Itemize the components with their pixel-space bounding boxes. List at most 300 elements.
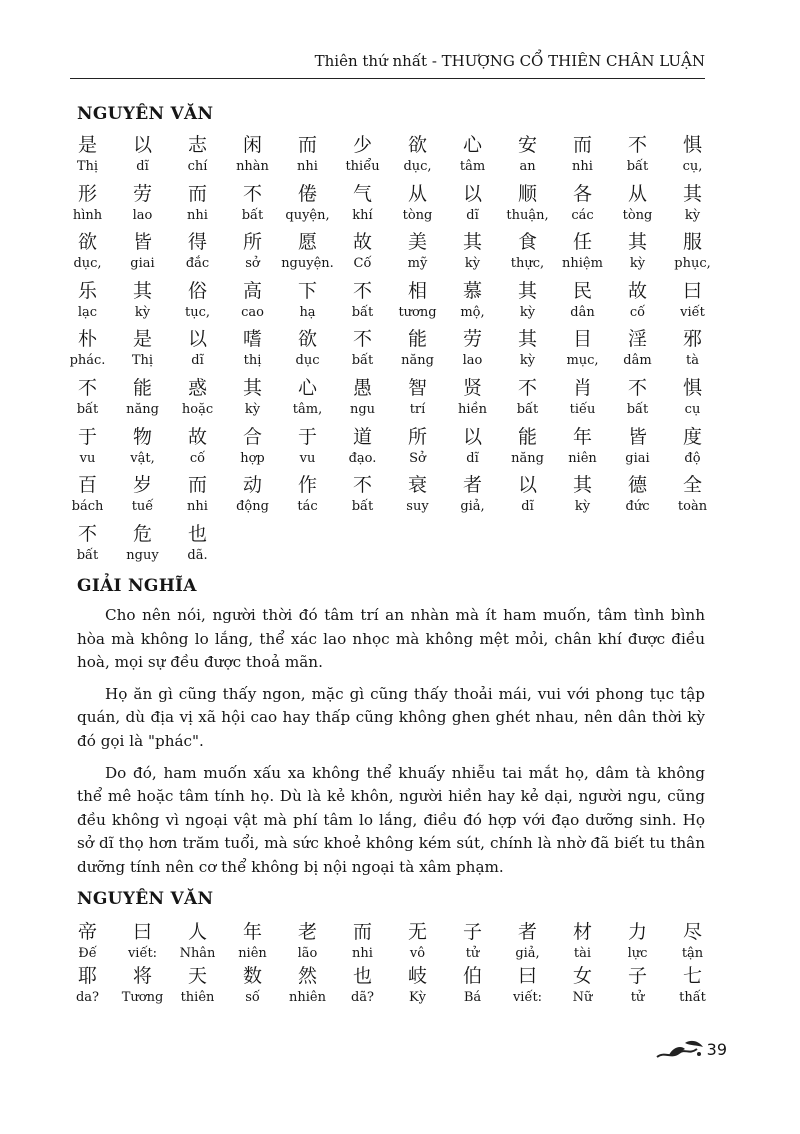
han-character: 食 — [517, 231, 537, 254]
text-row — [60, 474, 720, 523]
sino-vietnamese-reading: bất — [241, 207, 264, 223]
sino-vietnamese-reading: dục — [295, 353, 320, 369]
glyph-pair — [610, 965, 665, 1007]
han-character: 智 — [407, 376, 427, 399]
text-row — [60, 426, 720, 475]
glyph-pair — [665, 474, 720, 516]
sino-vietnamese-reading: lực — [627, 946, 648, 961]
han-character: 乐 — [77, 279, 97, 302]
glyph-pair — [170, 134, 225, 176]
sino-vietnamese-reading: Tương — [121, 990, 164, 1005]
sino-vietnamese-reading: thuận, — [506, 207, 549, 223]
text-row — [60, 183, 720, 232]
glyph-pair — [665, 134, 720, 176]
glyph-pair — [280, 377, 335, 419]
glyph-pair — [170, 231, 225, 273]
sino-vietnamese-reading: đắc — [185, 256, 210, 272]
glyph-pair — [665, 965, 720, 1007]
han-character: 年 — [242, 921, 262, 943]
glyph-pair — [555, 921, 610, 963]
sino-vietnamese-reading: kỳ — [244, 401, 261, 417]
han-character: 任 — [572, 231, 592, 254]
glyph-pair — [390, 377, 445, 419]
sino-vietnamese-reading: vô — [409, 946, 426, 961]
han-character: 各 — [572, 182, 592, 205]
sino-vietnamese-reading: vật, — [130, 450, 155, 466]
han-character: 顺 — [517, 182, 537, 205]
sino-vietnamese-reading: nhi — [187, 207, 208, 223]
sino-vietnamese-reading: kỳ — [464, 256, 481, 272]
glyph-pair — [225, 134, 280, 176]
han-character: 不 — [627, 376, 647, 399]
glyph-pair — [445, 280, 500, 322]
glyph-pair — [60, 231, 115, 273]
sino-vietnamese-reading: giai — [130, 256, 155, 272]
glyph-pair — [115, 921, 170, 963]
sino-vietnamese-reading: dĩ — [466, 207, 479, 223]
sino-vietnamese-reading: Nữ — [572, 990, 593, 1005]
han-character: 相 — [407, 279, 427, 302]
han-character: 从 — [627, 182, 647, 205]
sino-vietnamese-reading: thất — [679, 990, 706, 1005]
han-character: 百 — [77, 474, 97, 497]
glyph-pair — [115, 523, 170, 565]
han-character: 伯 — [462, 965, 482, 987]
glyph-pair — [170, 328, 225, 370]
sino-vietnamese-reading: an — [519, 159, 536, 174]
glyph-pair — [555, 965, 610, 1007]
han-character: 动 — [242, 474, 262, 497]
section-title-giai-nghia: GIẢI NGHĨA — [77, 576, 197, 596]
sino-vietnamese-reading: tiếu — [569, 401, 596, 417]
sino-vietnamese-reading: hạ — [299, 304, 316, 320]
han-character: 年 — [572, 425, 592, 448]
glyph-pair — [280, 183, 335, 225]
sino-vietnamese-reading: giả, — [515, 946, 540, 961]
explanation-paragraph: Do đó, ham muốn xấu xa không thể khuấy nhiễu tai mắt họ, dâm tà không thể mê hoặc tâm tính họ. Dù là kẻ khôn, người hiền hay kẻ dại, người ngu, cũng đều không vì ngoại vật mà phí tâm lo lắng, điều đó hợp với đạo dưỡng sinh. Họ sở dĩ thọ hơn trăm tuổi, mà sức khoẻ không kém sút, chính là nhờ đã biết tu thân dưỡng tính nên cơ thể không bị nội ngoại tà xâm phạm. — [77, 763, 705, 876]
sino-vietnamese-reading: năng — [126, 401, 159, 417]
glyph-pair — [390, 921, 445, 963]
explanation-paragraph: Họ ăn gì cũng thấy ngon, mặc gì cũng thấy thoải mái, vui với phong tục tập quán, dù địa vị xã hội cao hay thấp cũng không ghen ghét nhau, nên dân thời kỳ đó gọi là "phác". — [77, 684, 705, 750]
han-character: 于 — [77, 425, 97, 448]
sino-vietnamese-reading: vu — [79, 450, 96, 466]
sino-vietnamese-reading: kỳ — [574, 499, 591, 515]
han-character: 曰 — [682, 279, 702, 302]
sino-vietnamese-reading: dục, — [73, 256, 102, 272]
sino-vietnamese-reading: kỳ — [629, 256, 646, 272]
han-character: 形 — [77, 182, 97, 205]
han-character: 故 — [187, 425, 207, 448]
sino-vietnamese-reading: các — [571, 207, 594, 223]
glyph-pair — [555, 328, 610, 370]
sino-vietnamese-reading: niên — [238, 946, 267, 961]
han-character: 者 — [517, 921, 537, 943]
han-character: 而 — [187, 182, 207, 205]
sino-vietnamese-reading: nhi — [297, 159, 318, 174]
sino-vietnamese-reading: động — [236, 499, 269, 515]
sino-vietnamese-reading: Đế — [78, 946, 97, 961]
glyph-pair — [225, 921, 280, 963]
sino-vietnamese-reading: tác — [297, 499, 318, 515]
glyph-pair — [170, 280, 225, 322]
sino-vietnamese-reading: cao — [241, 304, 264, 320]
glyph-pair — [445, 183, 500, 225]
glyph-pair — [60, 426, 115, 468]
glyph-pair — [335, 426, 390, 468]
han-character: 危 — [132, 522, 152, 545]
han-character: 其 — [132, 279, 152, 302]
glyph-pair — [445, 474, 500, 516]
glyph-pair — [60, 377, 115, 419]
han-character: 子 — [462, 921, 482, 943]
han-character: 耶 — [77, 965, 97, 987]
glyph-pair — [500, 921, 555, 963]
sino-vietnamese-reading: khí — [352, 207, 373, 223]
glyph-pair — [170, 377, 225, 419]
han-character: 欲 — [297, 328, 317, 351]
han-character: 倦 — [297, 182, 317, 205]
glyph-pair — [60, 523, 115, 565]
glyph-pair — [335, 231, 390, 273]
glyph-pair — [225, 183, 280, 225]
glyph-pair — [555, 134, 610, 176]
han-character: 将 — [132, 965, 152, 987]
han-character: 皆 — [627, 425, 647, 448]
sino-vietnamese-reading: dục, — [403, 159, 432, 174]
han-character: 能 — [407, 328, 427, 351]
han-character: 劳 — [462, 328, 482, 351]
glyph-pair — [115, 965, 170, 1007]
han-character: 不 — [77, 522, 97, 545]
glyph-pair — [60, 965, 115, 1007]
han-character: 于 — [297, 425, 317, 448]
han-character: 目 — [572, 328, 592, 351]
han-character: 惧 — [682, 376, 702, 399]
han-character: 劳 — [132, 182, 152, 205]
han-character: 德 — [627, 474, 647, 497]
glyph-pair — [280, 328, 335, 370]
glyph-pair — [665, 426, 720, 468]
han-character: 是 — [77, 134, 97, 156]
sino-vietnamese-reading: tâm — [459, 159, 486, 174]
han-character: 人 — [187, 921, 207, 943]
glyph-pair — [555, 280, 610, 322]
han-character: 也 — [187, 522, 207, 545]
han-character: 惧 — [682, 134, 702, 156]
glyph-pair — [610, 231, 665, 273]
glyph-pair — [390, 965, 445, 1007]
han-character: 而 — [352, 921, 372, 943]
glyph-pair — [610, 921, 665, 963]
sino-vietnamese-reading: hình — [72, 207, 103, 223]
glyph-pair — [115, 328, 170, 370]
glyph-pair — [335, 921, 390, 963]
sino-vietnamese-reading: giả, — [460, 499, 485, 515]
glyph-pair — [500, 328, 555, 370]
glyph-pair — [610, 134, 665, 176]
sino-vietnamese-reading: cố — [629, 304, 646, 320]
sino-vietnamese-reading: kỳ — [519, 304, 536, 320]
han-character: 其 — [462, 231, 482, 254]
sino-vietnamese-reading: bất — [76, 401, 99, 417]
text-row — [60, 280, 720, 329]
han-character: 从 — [407, 182, 427, 205]
han-character: 力 — [627, 921, 647, 943]
glyph-pair — [390, 183, 445, 225]
han-character: 以 — [462, 182, 482, 205]
han-character: 帝 — [77, 921, 97, 943]
glyph-pair — [390, 280, 445, 322]
han-character: 所 — [242, 231, 262, 254]
sino-vietnamese-reading: bất — [351, 304, 374, 320]
sino-vietnamese-reading: lạc — [77, 304, 98, 320]
sino-vietnamese-reading: tà — [686, 353, 699, 369]
glyph-pair — [280, 280, 335, 322]
sino-vietnamese-reading: sở — [245, 256, 260, 272]
han-character: 能 — [517, 425, 537, 448]
glyph-pair — [225, 280, 280, 322]
glyph-pair — [665, 280, 720, 322]
sino-vietnamese-reading: nhiên — [289, 990, 326, 1005]
glyph-pair — [335, 474, 390, 516]
glyph-pair — [280, 921, 335, 963]
sino-vietnamese-reading: năng — [511, 450, 544, 466]
sino-vietnamese-reading: mộ, — [460, 304, 485, 320]
han-character: 不 — [77, 376, 97, 399]
han-character: 其 — [627, 231, 647, 254]
glyph-pair — [170, 474, 225, 516]
sino-vietnamese-reading: tử — [630, 990, 645, 1005]
sino-vietnamese-reading: giai — [625, 450, 650, 466]
glyph-pair — [390, 474, 445, 516]
han-character: 欲 — [77, 231, 97, 254]
sino-vietnamese-reading: thiên — [180, 990, 215, 1005]
glyph-pair — [60, 921, 115, 963]
text-row — [60, 965, 720, 1009]
han-character: 合 — [242, 425, 262, 448]
han-character: 不 — [352, 474, 372, 497]
running-header — [70, 48, 705, 79]
explanation-paragraph: Cho nên nói, người thời đó tâm trí an nhàn mà ít ham muốn, tâm tình bình hòa mà không lo lắng, thể xác lao nhọc mà không mệt mỏi, chân khí được điều hoà, mọi sự đều được thoả mãn. — [77, 606, 705, 672]
han-character: 气 — [352, 182, 372, 205]
han-character: 无 — [407, 921, 427, 943]
glyph-pair — [60, 183, 115, 225]
han-character: 不 — [352, 279, 372, 302]
ornament-icon — [655, 1037, 707, 1063]
text-row — [60, 134, 720, 183]
section-title-nguyen-van-2: NGUYÊN VĂN — [77, 889, 214, 909]
han-character: 愚 — [352, 376, 372, 399]
han-character: 安 — [517, 134, 537, 156]
han-character: 材 — [572, 921, 592, 943]
sino-vietnamese-reading: thực, — [510, 256, 545, 272]
han-character: 岐 — [407, 965, 427, 987]
han-character: 志 — [187, 134, 207, 156]
glyph-pair — [115, 231, 170, 273]
glyph-pair — [225, 965, 280, 1007]
page-number: 39 — [706, 1040, 727, 1059]
han-character: 然 — [297, 965, 317, 987]
sino-vietnamese-reading: nguyện. — [281, 256, 334, 272]
sino-vietnamese-reading: phác. — [69, 353, 106, 369]
sino-vietnamese-reading: dĩ — [191, 353, 204, 369]
text-row — [60, 377, 720, 426]
glyph-pair — [390, 426, 445, 468]
glyph-pair — [555, 377, 610, 419]
sino-vietnamese-reading: thiểu — [345, 159, 380, 174]
glyph-pair — [610, 377, 665, 419]
sino-vietnamese-reading: đạo. — [348, 450, 377, 466]
glyph-pair — [500, 280, 555, 322]
running-title: Thiên thứ nhất - THƯỢNG CỔ THIÊN CHÂN LUẬN — [314, 52, 705, 70]
sino-vietnamese-reading: năng — [401, 353, 434, 369]
han-character: 俗 — [187, 279, 207, 302]
han-character: 惑 — [187, 376, 207, 399]
han-character: 不 — [517, 376, 537, 399]
han-character: 其 — [572, 474, 592, 497]
han-character: 而 — [187, 474, 207, 497]
glyph-pair — [170, 426, 225, 468]
han-character: 少 — [352, 134, 372, 156]
sino-vietnamese-reading: nhi — [572, 159, 593, 174]
sino-vietnamese-reading: viết: — [512, 990, 543, 1005]
sino-vietnamese-reading: vu — [299, 450, 316, 466]
sino-vietnamese-reading: viết — [680, 304, 705, 320]
han-character: 老 — [297, 921, 317, 943]
glyph-pair — [390, 134, 445, 176]
glyph-pair — [610, 280, 665, 322]
glyph-pair — [60, 280, 115, 322]
sino-vietnamese-reading: nhàn — [236, 159, 269, 174]
han-character: 淫 — [627, 328, 647, 351]
sino-vietnamese-reading: số — [245, 990, 260, 1005]
sino-vietnamese-reading: Thị — [76, 159, 99, 174]
glyph-pair — [170, 921, 225, 963]
han-character: 不 — [352, 328, 372, 351]
original-text-grid-2 — [60, 921, 720, 1009]
sino-vietnamese-reading: dĩ — [136, 159, 149, 174]
glyph-pair — [500, 231, 555, 273]
sino-vietnamese-reading: suy — [406, 499, 429, 515]
glyph-pair — [500, 426, 555, 468]
glyph-pair — [665, 231, 720, 273]
glyph-pair — [555, 183, 610, 225]
sino-vietnamese-reading: dâm — [623, 353, 652, 369]
glyph-pair — [335, 280, 390, 322]
sino-vietnamese-reading: dĩ — [521, 499, 534, 515]
sino-vietnamese-reading: hiền — [458, 401, 487, 417]
sino-vietnamese-reading: thị — [243, 353, 262, 369]
glyph-pair — [555, 231, 610, 273]
glyph-pair — [115, 183, 170, 225]
han-character: 不 — [242, 182, 262, 205]
han-character: 其 — [517, 279, 537, 302]
glyph-pair — [445, 965, 500, 1007]
han-character: 愿 — [297, 231, 317, 254]
han-character: 故 — [352, 231, 372, 254]
glyph-pair — [335, 328, 390, 370]
sino-vietnamese-reading: bất — [516, 401, 539, 417]
sino-vietnamese-reading: dân — [570, 304, 595, 320]
sino-vietnamese-reading: Bá — [463, 990, 482, 1005]
han-character: 者 — [462, 474, 482, 497]
glyph-pair — [500, 134, 555, 176]
sino-vietnamese-reading: hợp — [240, 450, 265, 466]
han-character: 欲 — [407, 134, 427, 156]
han-character: 物 — [132, 425, 152, 448]
han-character: 闲 — [242, 134, 262, 156]
original-text-grid-1 — [60, 134, 720, 571]
glyph-pair — [280, 965, 335, 1007]
han-character: 贤 — [462, 376, 482, 399]
glyph-pair — [115, 280, 170, 322]
han-character: 高 — [242, 279, 262, 302]
han-character: 衰 — [407, 474, 427, 497]
page-footer — [655, 1037, 727, 1067]
text-row — [60, 231, 720, 280]
sino-vietnamese-reading: nhiệm — [562, 256, 603, 272]
glyph-pair — [170, 183, 225, 225]
sino-vietnamese-reading: lao — [132, 207, 153, 223]
explanation-text — [77, 604, 705, 888]
han-character: 其 — [242, 376, 262, 399]
han-character: 服 — [682, 231, 702, 254]
sino-vietnamese-reading: lao — [462, 353, 483, 369]
glyph-pair — [555, 426, 610, 468]
han-character: 也 — [352, 965, 372, 987]
sino-vietnamese-reading: trí — [409, 401, 426, 417]
sino-vietnamese-reading: nhi — [187, 499, 208, 515]
han-character: 能 — [132, 376, 152, 399]
han-character: 道 — [352, 425, 372, 448]
section-title-nguyen-van-1: NGUYÊN VĂN — [77, 104, 214, 124]
han-character: 是 — [132, 328, 152, 351]
sino-vietnamese-reading: bất — [351, 499, 374, 515]
han-character: 以 — [187, 328, 207, 351]
sino-vietnamese-reading: phục, — [674, 256, 711, 272]
glyph-pair — [60, 474, 115, 516]
han-character: 以 — [462, 425, 482, 448]
text-row — [60, 523, 720, 572]
glyph-pair — [445, 377, 500, 419]
sino-vietnamese-reading: nguy — [126, 547, 159, 563]
sino-vietnamese-reading: bất — [626, 159, 649, 174]
glyph-pair — [610, 474, 665, 516]
han-character: 所 — [407, 425, 427, 448]
sino-vietnamese-reading: Cố — [353, 256, 372, 272]
sino-vietnamese-reading: tòng — [622, 207, 653, 223]
sino-vietnamese-reading: mỹ — [407, 256, 428, 272]
glyph-pair — [500, 183, 555, 225]
sino-vietnamese-reading: độ — [684, 450, 701, 466]
sino-vietnamese-reading: bách — [71, 499, 104, 515]
han-character: 不 — [627, 134, 647, 156]
han-character: 度 — [682, 425, 702, 448]
han-character: 故 — [627, 279, 647, 302]
glyph-pair — [665, 377, 720, 419]
glyph-pair — [555, 474, 610, 516]
glyph-pair — [665, 921, 720, 963]
han-character: 心 — [297, 376, 317, 399]
sino-vietnamese-reading: niên — [568, 450, 597, 466]
glyph-pair — [445, 231, 500, 273]
sino-vietnamese-reading: bất — [76, 547, 99, 563]
glyph-pair — [445, 921, 500, 963]
glyph-pair — [170, 965, 225, 1007]
glyph-pair — [280, 134, 335, 176]
han-character: 慕 — [462, 279, 482, 302]
han-character: 子 — [627, 965, 647, 987]
